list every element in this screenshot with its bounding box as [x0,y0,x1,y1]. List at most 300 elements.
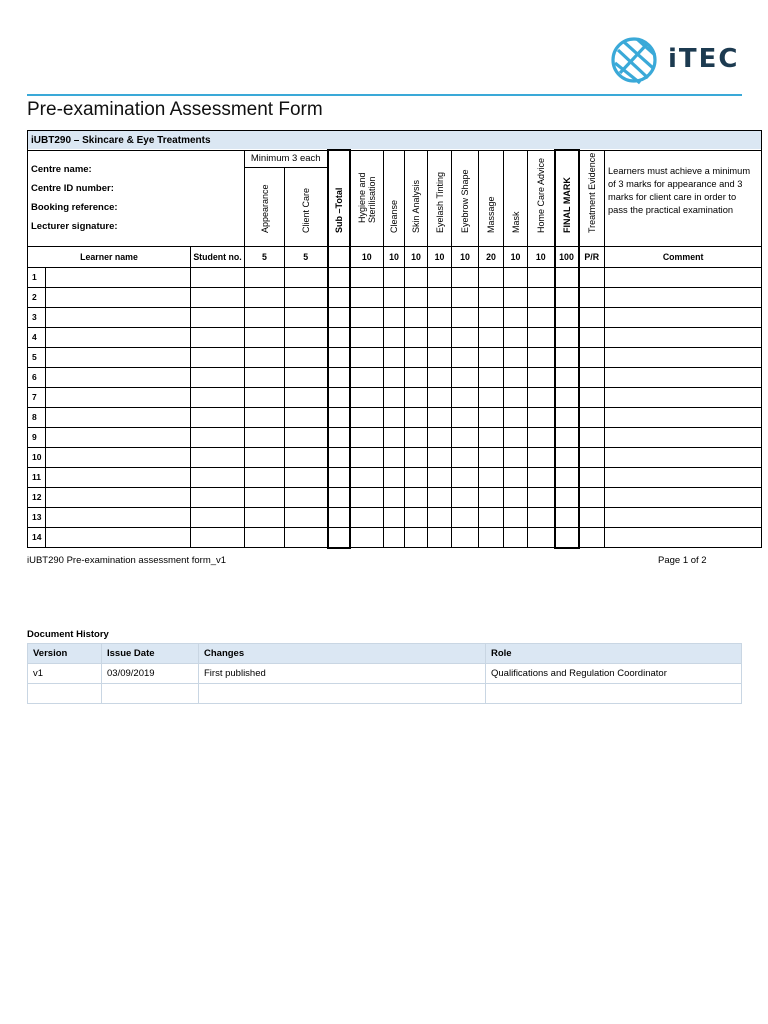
mask-cell[interactable] [504,307,528,327]
col-hygiene: Hygiene and Sterilisation [350,150,384,246]
home-care-cell[interactable] [528,447,555,467]
learner-name-cell[interactable] [46,527,191,548]
learner-name-cell[interactable] [46,287,191,307]
eyelash-cell[interactable] [428,367,452,387]
mask-cell[interactable] [504,367,528,387]
pr-header: P/R [579,246,605,267]
eyelash-cell[interactable] [428,287,452,307]
massage-cell[interactable] [479,367,504,387]
row-number: 9 [28,427,46,447]
home-care-cell[interactable] [528,507,555,527]
skin-analysis-cell[interactable] [405,347,428,367]
comment-cell[interactable] [605,267,762,287]
eyelash-cell[interactable] [428,327,452,347]
eyebrow-cell[interactable] [452,327,479,347]
student-no-cell[interactable] [191,527,245,548]
comment-header: Comment [605,246,762,267]
centre-id-label: Centre ID number: [31,183,114,194]
massage-cell[interactable] [479,307,504,327]
document-history-title: Document History [27,629,109,640]
appearance-cell[interactable] [245,307,285,327]
hygiene-cell[interactable] [350,507,384,527]
home-care-cell[interactable] [528,527,555,548]
mask-cell[interactable] [504,527,528,548]
massage-cell[interactable] [479,447,504,467]
subtotal-cell[interactable] [328,487,350,507]
client-care-cell[interactable] [285,427,328,447]
hygiene-cell[interactable] [350,327,384,347]
learner-name-cell[interactable] [46,407,191,427]
comment-cell[interactable] [605,387,762,407]
home-care-cell[interactable] [528,287,555,307]
dh-row [28,684,742,704]
student-no-cell[interactable] [191,287,245,307]
pr-cell[interactable] [579,527,605,548]
table-row [28,527,762,548]
subtotal-cell[interactable] [328,407,350,427]
final-mark-cell[interactable] [555,507,579,527]
pass-note: Learners must achieve a minimum of 3 marks for appearance and 3 marks for client care in order to pass the practical examination [605,150,762,246]
dh-cell-role: Qualifications and Regulation Coordinator [486,664,742,684]
col-final-mark: FINAL MARK [555,150,579,246]
cleanse-cell[interactable] [384,307,405,327]
cleanse-cell[interactable] [384,507,405,527]
student-no-cell[interactable] [191,347,245,367]
subtotal-header [328,246,350,267]
subtotal-cell[interactable] [328,427,350,447]
student-no-cell[interactable] [191,487,245,507]
cleanse-cell[interactable] [384,467,405,487]
table-row [28,327,762,347]
hygiene-cell[interactable] [350,307,384,327]
home-care-cell[interactable] [528,467,555,487]
final-mark-cell[interactable] [555,487,579,507]
table-row [28,387,762,407]
learner-name-cell[interactable] [46,467,191,487]
dh-cell-version: v1 [28,664,102,684]
table-row [28,407,762,427]
col-treatment-evidence: Treatment Evidence [579,150,605,246]
student-no-header: Student no. [191,246,245,267]
table-row [28,307,762,327]
client-care-cell[interactable] [285,327,328,347]
final-mark-cell[interactable] [555,527,579,548]
appearance-cell[interactable] [245,327,285,347]
skin-analysis-cell[interactable] [405,367,428,387]
appearance-cell[interactable] [245,507,285,527]
cleanse-cell[interactable] [384,447,405,467]
mask-cell[interactable] [504,487,528,507]
learner-name-cell[interactable] [46,487,191,507]
appearance-cell[interactable] [245,387,285,407]
subtotal-cell[interactable] [328,307,350,327]
pr-cell[interactable] [579,347,605,367]
skin-analysis-cell[interactable] [405,327,428,347]
pr-cell[interactable] [579,427,605,447]
booking-reference-label: Booking reference: [31,202,118,213]
student-no-cell[interactable] [191,367,245,387]
final-mark-cell[interactable] [555,447,579,467]
massage-cell[interactable] [479,387,504,407]
client-care-cell[interactable] [285,447,328,467]
pr-cell[interactable] [579,327,605,347]
eyebrow-max: 10 [452,246,479,267]
eyelash-cell[interactable] [428,507,452,527]
assessment-form [27,130,751,549]
mask-cell[interactable] [504,427,528,447]
col-client-care: Client Care [285,167,328,246]
massage-cell[interactable] [479,287,504,307]
pr-cell[interactable] [579,387,605,407]
eyebrow-cell[interactable] [452,487,479,507]
table-row [28,447,762,467]
subtotal-cell[interactable] [328,367,350,387]
home-care-cell[interactable] [528,387,555,407]
subtotal-cell[interactable] [328,507,350,527]
appearance-max: 5 [245,246,285,267]
massage-cell[interactable] [479,347,504,367]
final-mark-cell[interactable] [555,427,579,447]
cleanse-cell[interactable] [384,267,405,287]
subtotal-cell[interactable] [328,447,350,467]
learner-name-cell[interactable] [46,327,191,347]
table-row [28,507,762,527]
appearance-cell[interactable] [245,347,285,367]
client-care-cell[interactable] [285,407,328,427]
skin-analysis-cell[interactable] [405,387,428,407]
document-history-table [27,643,742,704]
cleanse-cell[interactable] [384,287,405,307]
mask-cell[interactable] [504,467,528,487]
skin-analysis-cell[interactable] [405,527,428,548]
skin-analysis-cell[interactable] [405,467,428,487]
comment-cell[interactable] [605,347,762,367]
client-care-max: 5 [285,246,328,267]
appearance-cell[interactable] [245,407,285,427]
pr-cell[interactable] [579,467,605,487]
massage-cell[interactable] [479,467,504,487]
table-row [28,487,762,507]
hygiene-cell[interactable] [350,467,384,487]
skin-analysis-cell[interactable] [405,267,428,287]
appearance-cell[interactable] [245,447,285,467]
cleanse-cell[interactable] [384,527,405,548]
client-care-cell[interactable] [285,487,328,507]
eyelash-cell[interactable] [428,407,452,427]
cleanse-cell[interactable] [384,347,405,367]
row-number: 4 [28,327,46,347]
row-number: 13 [28,507,46,527]
comment-cell[interactable] [605,467,762,487]
cleanse-cell[interactable] [384,407,405,427]
pr-cell[interactable] [579,367,605,387]
massage-cell[interactable] [479,487,504,507]
home-care-cell[interactable] [528,347,555,367]
dh-header-issue-date: Issue Date [102,644,199,664]
client-care-cell[interactable] [285,287,328,307]
mask-cell[interactable] [504,387,528,407]
eyelash-cell[interactable] [428,427,452,447]
learner-name-cell[interactable] [46,367,191,387]
skin-analysis-cell[interactable] [405,407,428,427]
student-no-cell[interactable] [191,267,245,287]
comment-cell[interactable] [605,287,762,307]
massage-cell[interactable] [479,507,504,527]
hygiene-max: 10 [350,246,384,267]
learner-name-cell[interactable] [46,507,191,527]
centre-name-label: Centre name: [31,164,92,175]
student-no-cell[interactable] [191,307,245,327]
col-appearance: Appearance [245,167,285,246]
home-care-cell[interactable] [528,427,555,447]
home-care-cell[interactable] [528,327,555,347]
row-number: 6 [28,367,46,387]
cleanse-cell[interactable] [384,367,405,387]
dh-cell-role [486,684,742,704]
hygiene-cell[interactable] [350,367,384,387]
learner-name-cell[interactable] [46,307,191,327]
eyelash-cell[interactable] [428,487,452,507]
pr-cell[interactable] [579,447,605,467]
home-care-cell[interactable] [528,407,555,427]
footer-doc-ref: iUBT290 Pre-examination assessment form_v1 [27,555,227,566]
appearance-cell[interactable] [245,287,285,307]
lecturer-signature-label: Lecturer signature: [31,221,118,232]
eyelash-cell[interactable] [428,387,452,407]
eyelash-max: 10 [428,246,452,267]
massage-cell[interactable] [479,327,504,347]
final-mark-cell[interactable] [555,347,579,367]
mask-cell[interactable] [504,287,528,307]
mask-cell[interactable] [504,447,528,467]
row-number: 7 [28,387,46,407]
dh-cell-issue-date: 03/09/2019 [102,664,199,684]
student-no-cell[interactable] [191,447,245,467]
row-number: 14 [28,527,46,548]
hygiene-cell[interactable] [350,287,384,307]
learner-name-cell[interactable] [46,267,191,287]
comment-cell[interactable] [605,367,762,387]
cleanse-cell[interactable] [384,327,405,347]
skin-analysis-cell[interactable] [405,287,428,307]
student-no-cell[interactable] [191,387,245,407]
appearance-cell[interactable] [245,267,285,287]
final-mark-cell[interactable] [555,407,579,427]
pr-cell[interactable] [579,307,605,327]
dh-cell-issue-date [102,684,199,704]
eyebrow-cell[interactable] [452,367,479,387]
dh-header-version: Version [28,644,102,664]
final-mark-cell[interactable] [555,267,579,287]
appearance-cell[interactable] [245,427,285,447]
table-row [28,347,762,367]
client-care-cell[interactable] [285,527,328,548]
eyelash-cell[interactable] [428,467,452,487]
logo-wordmark: iTEC [668,44,740,74]
appearance-cell[interactable] [245,367,285,387]
dh-row [28,664,742,684]
comment-cell[interactable] [605,447,762,467]
cleanse-cell[interactable] [384,487,405,507]
eyelash-cell[interactable] [428,267,452,287]
skin-analysis-cell[interactable] [405,487,428,507]
skin-analysis-cell[interactable] [405,507,428,527]
hygiene-cell[interactable] [350,407,384,427]
client-care-cell[interactable] [285,467,328,487]
eyebrow-cell[interactable] [452,267,479,287]
eyebrow-cell[interactable] [452,427,479,447]
cleanse-cell[interactable] [384,387,405,407]
row-number: 11 [28,467,46,487]
home-care-cell[interactable] [528,267,555,287]
appearance-cell[interactable] [245,467,285,487]
pr-cell[interactable] [579,487,605,507]
client-care-cell[interactable] [285,367,328,387]
learner-name-cell[interactable] [46,447,191,467]
assessment-table [27,130,762,549]
hygiene-cell[interactable] [350,427,384,447]
hygiene-cell[interactable] [350,487,384,507]
cleanse-max: 10 [384,246,405,267]
student-no-cell[interactable] [191,327,245,347]
client-care-cell[interactable] [285,507,328,527]
final-mark-cell[interactable] [555,327,579,347]
eyebrow-cell[interactable] [452,407,479,427]
row-number: 12 [28,487,46,507]
eyelash-cell[interactable] [428,307,452,327]
subtotal-cell[interactable] [328,327,350,347]
learner-name-header: Learner name [28,246,191,267]
cleanse-cell[interactable] [384,427,405,447]
learner-name-cell[interactable] [46,427,191,447]
appearance-cell[interactable] [245,487,285,507]
massage-cell[interactable] [479,267,504,287]
massage-cell[interactable] [479,527,504,548]
massage-cell[interactable] [479,407,504,427]
learner-name-cell[interactable] [46,387,191,407]
eyebrow-cell[interactable] [452,507,479,527]
student-no-cell[interactable] [191,407,245,427]
table-row [28,367,762,387]
footer-page-number: Page 1 of 2 [658,555,707,566]
home-care-cell[interactable] [528,487,555,507]
eyebrow-cell[interactable] [452,287,479,307]
dh-header-changes: Changes [199,644,486,664]
hygiene-cell[interactable] [350,267,384,287]
client-care-cell[interactable] [285,387,328,407]
mask-cell[interactable] [504,327,528,347]
final-mark-cell[interactable] [555,367,579,387]
comment-cell[interactable] [605,427,762,447]
minimum-label: Minimum 3 each [245,150,328,167]
eyelash-cell[interactable] [428,447,452,467]
col-massage: Massage [479,150,504,246]
col-eyelash-tinting: Eyelash Tinting [428,150,452,246]
eyebrow-cell[interactable] [452,307,479,327]
table-row [28,287,762,307]
final-mark-cell[interactable] [555,387,579,407]
hygiene-cell[interactable] [350,527,384,548]
eyebrow-cell[interactable] [452,447,479,467]
col-mask: Mask [504,150,528,246]
comment-cell[interactable] [605,487,762,507]
pr-cell[interactable] [579,407,605,427]
eyebrow-cell[interactable] [452,527,479,548]
comment-cell[interactable] [605,407,762,427]
comment-cell[interactable] [605,307,762,327]
eyebrow-cell[interactable] [452,387,479,407]
comment-cell[interactable] [605,507,762,527]
final-mark-cell[interactable] [555,467,579,487]
subtotal-cell[interactable] [328,467,350,487]
subtotal-cell[interactable] [328,267,350,287]
student-no-cell[interactable] [191,507,245,527]
subtotal-cell[interactable] [328,387,350,407]
document-history [27,643,741,704]
home-care-cell[interactable] [528,307,555,327]
dh-cell-changes [199,684,486,704]
client-care-cell[interactable] [285,307,328,327]
skin-analysis-cell[interactable] [405,427,428,447]
skin-analysis-cell[interactable] [405,307,428,327]
eyelash-cell[interactable] [428,527,452,548]
massage-max: 20 [479,246,504,267]
skin-analysis-cell[interactable] [405,447,428,467]
final-mark-cell[interactable] [555,287,579,307]
col-home-care: Home Care Advice [528,150,555,246]
dh-cell-changes: First published [199,664,486,684]
row-number: 1 [28,267,46,287]
final-mark-cell[interactable] [555,307,579,327]
client-care-cell[interactable] [285,347,328,367]
client-care-cell[interactable] [285,267,328,287]
hygiene-cell[interactable] [350,387,384,407]
subtotal-cell[interactable] [328,527,350,548]
table-row [28,467,762,487]
home-care-cell[interactable] [528,367,555,387]
pr-cell[interactable] [579,267,605,287]
hygiene-cell[interactable] [350,347,384,367]
row-number: 3 [28,307,46,327]
pr-cell[interactable] [579,287,605,307]
skin-analysis-max: 10 [405,246,428,267]
col-skin-analysis: Skin Analysis [405,150,428,246]
appearance-cell[interactable] [245,527,285,548]
mask-cell[interactable] [504,347,528,367]
subtotal-cell[interactable] [328,347,350,367]
pr-cell[interactable] [579,507,605,527]
mask-cell[interactable] [504,407,528,427]
mask-cell[interactable] [504,507,528,527]
dh-header-role: Role [486,644,742,664]
massage-cell[interactable] [479,427,504,447]
student-no-cell[interactable] [191,427,245,447]
hygiene-cell[interactable] [350,447,384,467]
learner-name-cell[interactable] [46,347,191,367]
col-cleanse: Cleanse [384,150,405,246]
mask-cell[interactable] [504,267,528,287]
row-number: 5 [28,347,46,367]
eyelash-cell[interactable] [428,347,452,367]
page-title: Pre-examination Assessment Form [27,99,323,120]
row-number: 10 [28,447,46,467]
comment-cell[interactable] [605,327,762,347]
subtotal-cell[interactable] [328,287,350,307]
eyebrow-cell[interactable] [452,347,479,367]
comment-cell[interactable] [605,527,762,548]
student-no-cell[interactable] [191,467,245,487]
eyebrow-cell[interactable] [452,467,479,487]
